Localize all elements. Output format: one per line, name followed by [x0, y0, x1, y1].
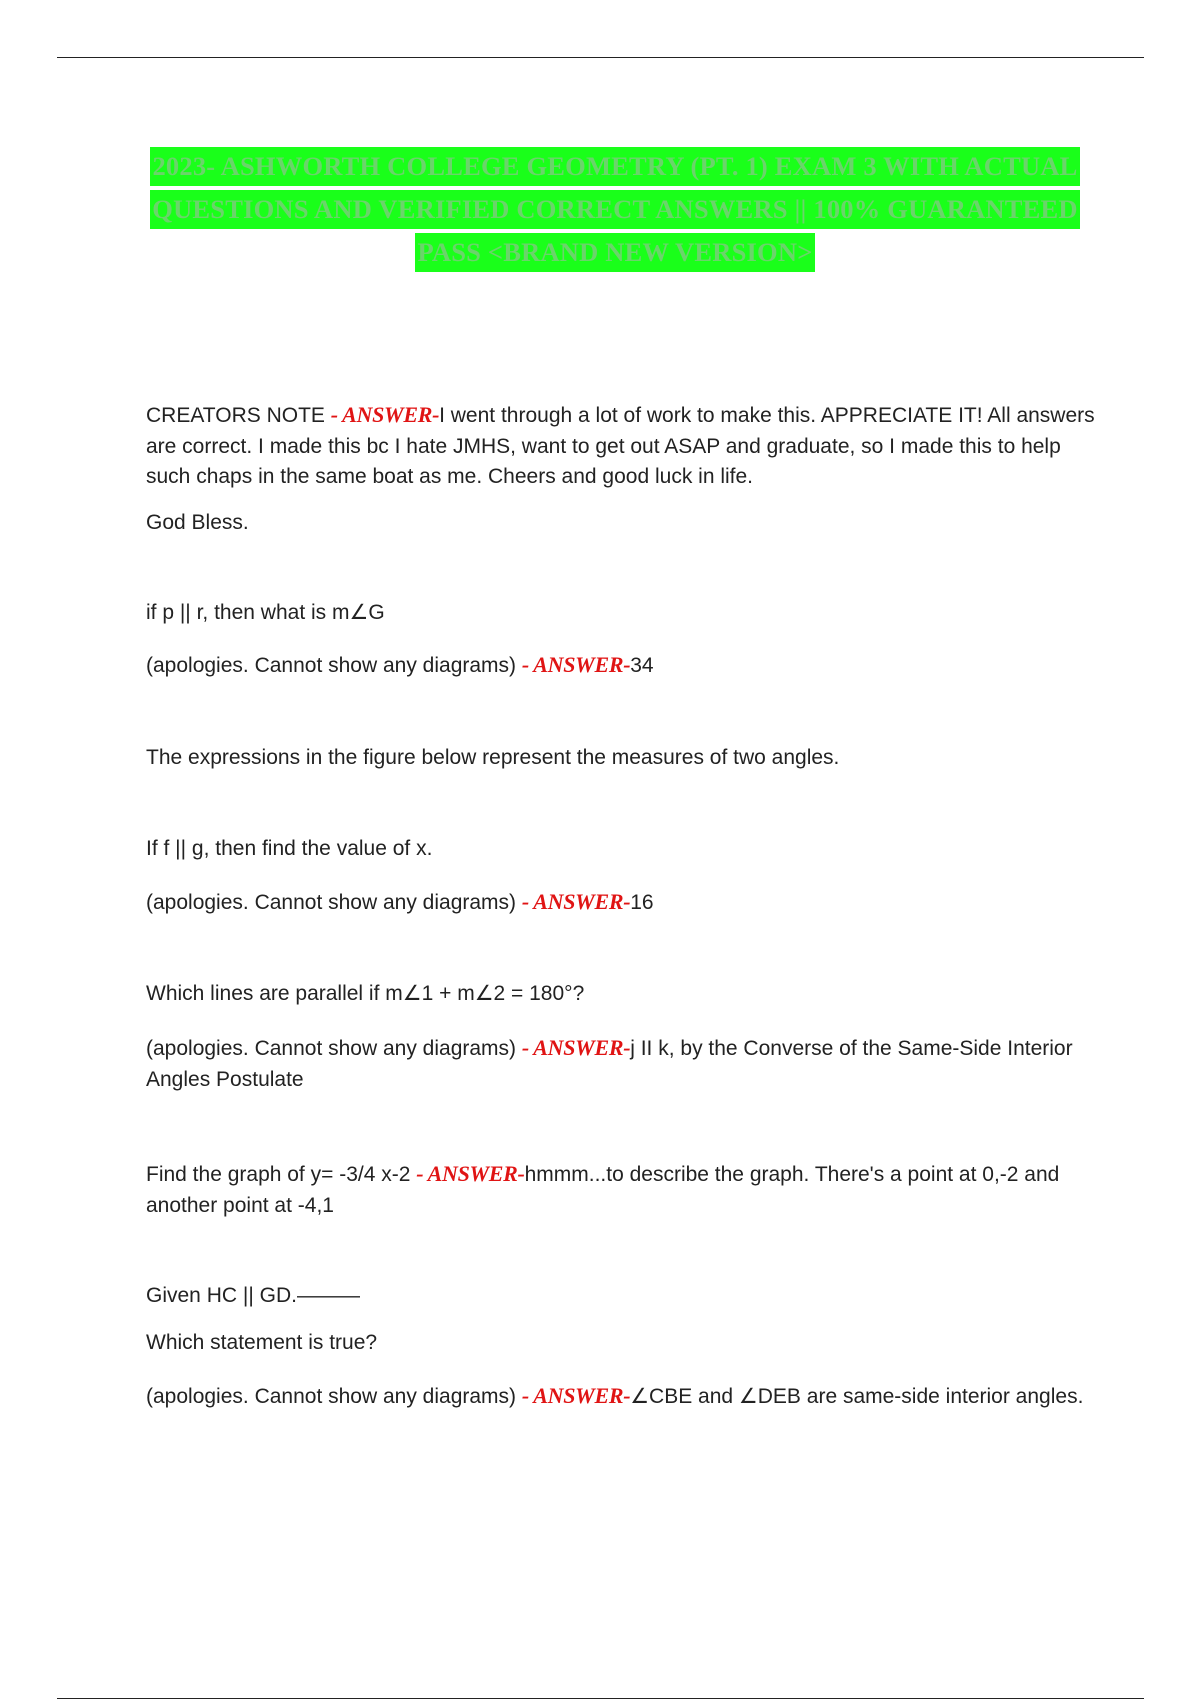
q2-answer-line	[146, 887, 1106, 919]
answer-tag: - ANSWER-	[330, 402, 440, 427]
q2-note: (apologies. Cannot show any diagrams)	[146, 891, 522, 914]
answer-tag: - ANSWER-	[416, 1161, 525, 1186]
bottom-rule	[57, 1698, 1144, 1699]
creators-note-text: I went through a lot of work to make this. APPRECIATE IT! All answers are correct. I made this bc I hate JMHS, want to get out ASAP and graduate, so I made this to help such chaps in the same boat as me. Cheers and good luck in life.	[146, 404, 1095, 488]
q5-question: Which statement is true?	[146, 1331, 378, 1354]
creators-note-label: CREATORS NOTE	[146, 404, 331, 427]
title-line-1: 2023- ASHWORTH COLLEGE GEOMETRY (PT. 1) EXAM 3 WITH ACTUAL	[150, 147, 1079, 186]
q3-answer: j II k, by the Converse of the Same-Side Interior Angles Postulate	[146, 1037, 1073, 1091]
answer-tag: - ANSWER-	[521, 889, 631, 914]
q2-intro: The expressions in the figure below represent the measures of two angles.	[146, 746, 840, 769]
title-line-3: PASS <BRAND NEW VERSION>	[415, 233, 814, 272]
q5-given: Given HC || GD.———	[146, 1284, 360, 1307]
answer-tag: - ANSWER-	[521, 652, 631, 677]
q2-answer: 16	[630, 891, 654, 914]
answer-tag: - ANSWER-	[521, 1383, 631, 1408]
top-rule	[57, 57, 1144, 58]
q3-answer-line	[146, 1033, 1106, 1095]
q4-line	[146, 1159, 1106, 1221]
q1-answer: 34	[630, 654, 654, 677]
god-bless: God Bless.	[146, 511, 249, 534]
q4-question: Find the graph of y= -3/4 x-2	[146, 1163, 417, 1186]
title-line-2: QUESTIONS AND VERIFIED CORRECT ANSWERS || 100% GUARANTEED	[150, 190, 1079, 229]
q4-answer: hmmm...to describe the graph. There's a point at 0,-2 and another point at -4,1	[146, 1163, 1060, 1217]
q2-question: If f || g, then find the value of x.	[146, 837, 433, 860]
answer-tag: - ANSWER-	[521, 1035, 631, 1060]
q3-question: Which lines are parallel if m∠1 + m∠2 = 180°?	[146, 982, 585, 1005]
q5-answer: ∠CBE and ∠DEB are same-side interior angles.	[630, 1385, 1084, 1408]
q1-question: if p || r, then what is m∠G	[146, 601, 385, 624]
q5-note: (apologies. Cannot show any diagrams)	[146, 1385, 522, 1408]
q3-note: (apologies. Cannot show any diagrams)	[146, 1037, 522, 1060]
creators-note	[146, 400, 1106, 493]
q1-note: (apologies. Cannot show any diagrams)	[146, 654, 522, 677]
q1-answer-line	[146, 650, 1106, 682]
q5-answer-line	[146, 1381, 1106, 1413]
document-title	[150, 145, 1080, 274]
